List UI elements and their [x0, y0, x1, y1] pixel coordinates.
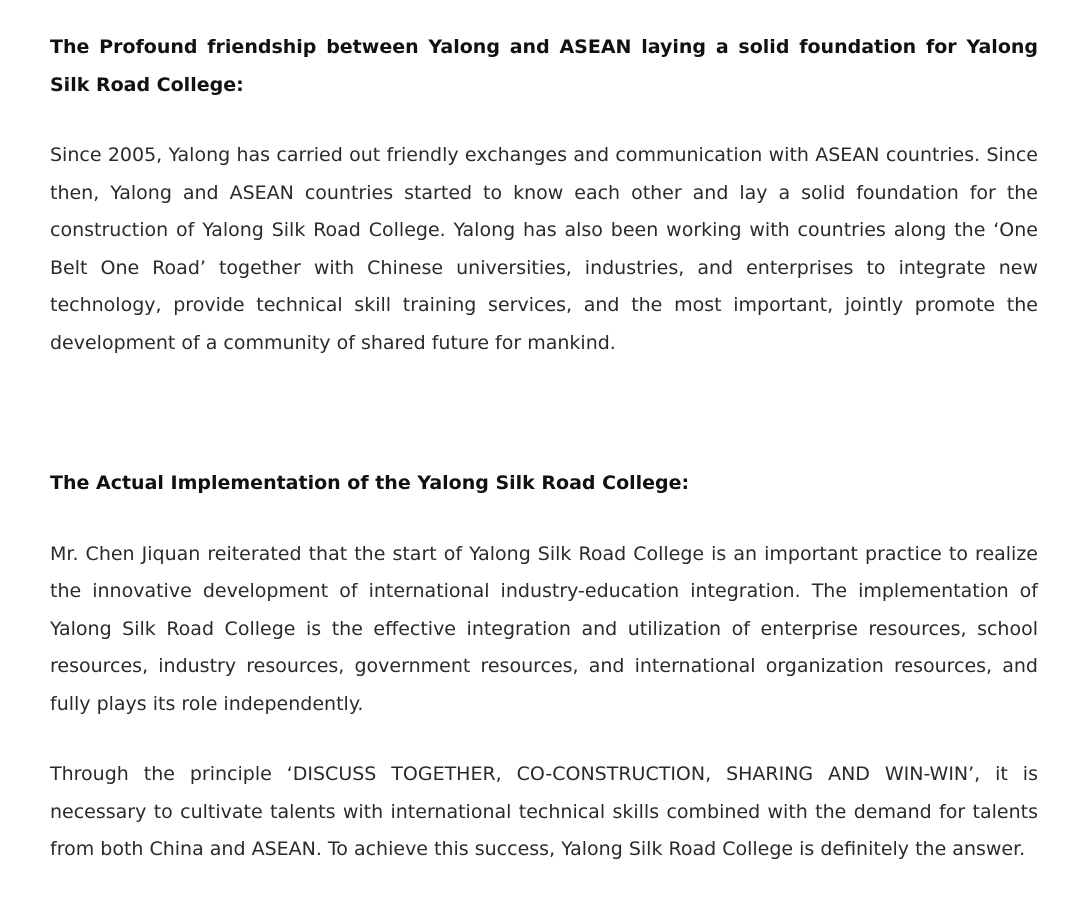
section-heading-implementation: The Actual Implementation of the Yalong Silk Road College:	[50, 472, 690, 494]
paragraph-implementation: Mr. Chen Jiquan reiterated that the start of Yalong Silk Road College is an important practice to realize the innovative development of international industry-education integration. The implementation of Yalong Silk Road College is the effective integration and utilization of enterprise resources, school resources, industry resources, government resources, and international organization resources, and fully plays its role independently.	[50, 542, 1038, 715]
section-heading-friendship: The Profound friendship between Yalong and ASEAN laying a solid foundation for Yalong Silk Road College:	[50, 36, 1038, 96]
paragraph-principle: Through the principle ‘DISCUSS TOGETHER, CO-CONSTRUCTION, SHARING AND WIN-WIN’, it is necessary to cultivate talents with international technical skills combined with the demand for talents from both China and ASEAN. To achieve this success, Yalong Silk Road College is definitely the answer.	[50, 763, 1038, 860]
paragraph-friendship: Since 2005, Yalong has carried out friendly exchanges and communication with ASEAN countries. Since then, Yalong and ASEAN countries started to know each other and lay a solid foundation for the construction of Yalong Silk Road College. Yalong has also been working with countries along the ‘One Belt One Road’ together with Chinese universities, industries, and enterprises to integrate new technology, provide technical skill training services, and the most important, jointly promote the development of a community of shared future for mankind.	[50, 144, 1038, 354]
article-body	[50, 29, 1038, 869]
